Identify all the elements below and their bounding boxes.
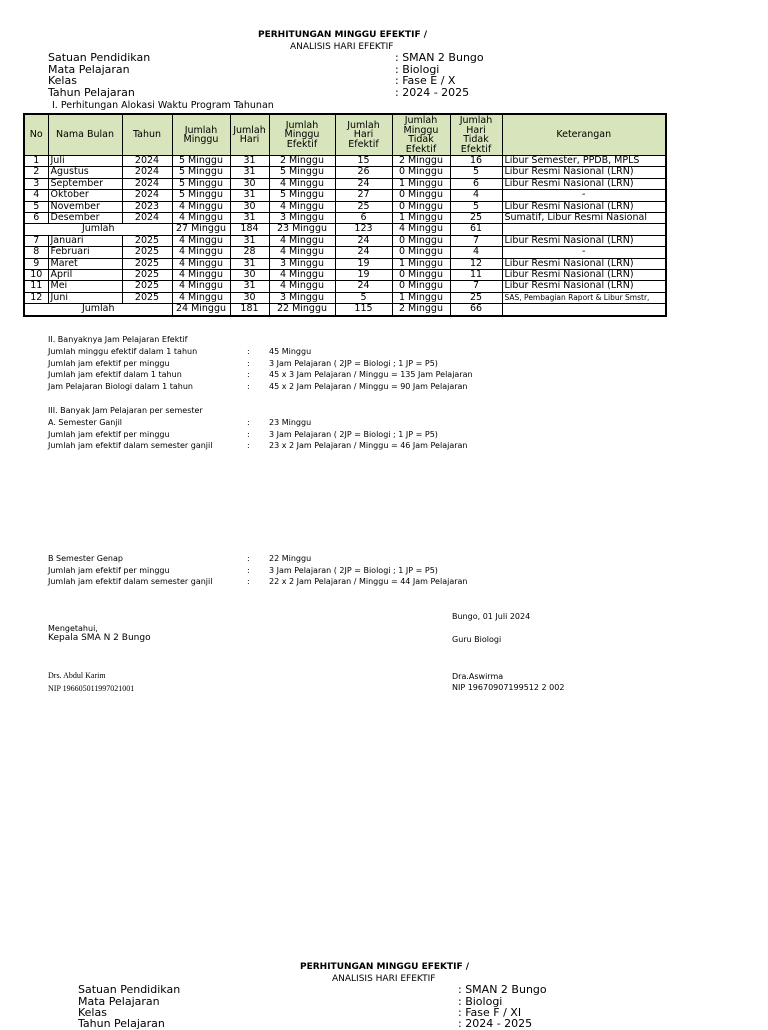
row-jumlah-hari: 30 (230, 292, 269, 303)
header-keterangan: Keterangan (502, 114, 666, 156)
table-row (24, 190, 666, 201)
total-jme: 22 Minggu (269, 304, 335, 316)
row-minggu-efektif: 3 Minggu (269, 292, 335, 303)
sec3b-label: Jumlah jam efektif dalam semester ganjil (48, 577, 213, 586)
sec3a-label: A. Semester Ganjil (48, 418, 123, 427)
row-hari-efektif: 24 (335, 281, 392, 292)
row-jumlah-hari: 31 (230, 235, 269, 246)
row-minggu-efektif: 5 Minggu (269, 190, 335, 201)
row-bulan: Agustus (48, 167, 122, 178)
row-jumlah-minggu: 5 Minggu (172, 156, 230, 167)
row-keterangan: Sumatif, Libur Resmi Nasional (502, 213, 666, 224)
row-minggu-tidak-efektif: 0 Minggu (392, 281, 450, 292)
table-row (24, 270, 666, 281)
sec2-value: 3 Jam Pelajaran ( 2JP = Biologi ; 1 JP = P5) (269, 358, 438, 368)
row-tahun: 2024 (122, 213, 172, 224)
sign-right-nip: NIP 19670907199512 2 002 (452, 683, 565, 692)
row-minggu-efektif: 4 Minggu (269, 281, 335, 292)
total-jmte: 2 Minggu (392, 304, 450, 316)
sec3b-colon: : (247, 554, 250, 563)
row-no: 9 (24, 258, 48, 269)
row-hari-tidak-efektif: 5 (450, 167, 502, 178)
row-minggu-efektif: 4 Minggu (269, 235, 335, 246)
row-jumlah-minggu: 5 Minggu (172, 178, 230, 189)
table-row (24, 281, 666, 292)
row-no: 5 (24, 201, 48, 212)
page2-meta-label-tahun: Tahun Pelajaran (78, 1017, 165, 1030)
row-hari-tidak-efektif: 25 (450, 292, 502, 303)
row-jumlah-minggu: 5 Minggu (172, 167, 230, 178)
meta-label-tahun: Tahun Pelajaran (48, 85, 135, 99)
table-total-row (24, 304, 666, 316)
sign-left-nip: NIP 196605011997021001 (48, 684, 135, 693)
table-row (24, 292, 666, 303)
total-jh: 184 (230, 224, 269, 235)
header-jumlah-minggu: Jumlah Minggu (172, 114, 230, 156)
row-bulan: Juli (48, 156, 122, 167)
sec3a-colon: : (247, 418, 250, 427)
header-hari-efektif: Jumlah Hari Efektif (335, 114, 392, 156)
row-hari-efektif: 6 (335, 213, 392, 224)
row-minggu-tidak-efektif: 0 Minggu (392, 190, 450, 201)
sec3a-colon: : (247, 441, 250, 450)
row-jumlah-hari: 28 (230, 247, 269, 258)
row-minggu-efektif: 4 Minggu (269, 247, 335, 258)
total-jhte: 66 (450, 304, 502, 316)
sign-right-name: Dra.Aswirma (452, 672, 504, 681)
sec2-label: Jam Pelajaran Biologi dalam 1 tahun (48, 381, 194, 391)
row-minggu-efektif: 3 Minggu (269, 258, 335, 269)
row-jumlah-minggu: 4 Minggu (172, 213, 230, 224)
sec3a-value: 3 Jam Pelajaran ( 2JP = Biologi ; 1 JP = P5) (269, 429, 438, 439)
row-no: 6 (24, 213, 48, 224)
header-tahun: Tahun (122, 114, 172, 156)
row-hari-efektif: 15 (335, 156, 392, 167)
table-row (24, 258, 666, 269)
sec3b-value: 3 Jam Pelajaran ( 2JP = Biologi ; 1 JP = P5) (269, 565, 438, 575)
page2-meta-label-satuan: Satuan Pendidikan (78, 983, 181, 996)
row-jumlah-minggu: 4 Minggu (172, 292, 230, 303)
table-header-row (24, 114, 666, 156)
section-1-heading: I. Perhitungan Alokasi Waktu Program Tahunan (52, 100, 274, 111)
row-hari-tidak-efektif: 7 (450, 235, 502, 246)
row-minggu-tidak-efektif: 1 Minggu (392, 178, 450, 189)
header-jumlah-hari: Jumlah Hari (230, 114, 269, 156)
meta-value-kelas: : Fase E / X (395, 74, 456, 87)
sec3a-label: Jumlah jam efektif dalam semester ganjil (48, 441, 213, 450)
row-minggu-efektif: 2 Minggu (269, 156, 335, 167)
row-tahun: 2024 (122, 190, 172, 201)
row-jumlah-minggu: 5 Minggu (172, 190, 230, 201)
row-hari-tidak-efektif: 11 (450, 270, 502, 281)
row-minggu-efektif: 4 Minggu (269, 201, 335, 212)
row-no: 10 (24, 270, 48, 281)
row-bulan: Oktober (48, 190, 122, 201)
table-row (24, 235, 666, 246)
total-jm: 27 Minggu (172, 224, 230, 235)
table-total-row (24, 224, 666, 235)
row-hari-efektif: 24 (335, 178, 392, 189)
total-jhe: 123 (335, 224, 392, 235)
row-keterangan: Libur Resmi Nasional (LRN) (502, 281, 666, 292)
row-bulan: Juni (48, 292, 122, 303)
row-no: 8 (24, 247, 48, 258)
page2-meta-value-kelas: : Fase F / XI (458, 1006, 522, 1019)
row-bulan: September (48, 178, 122, 189)
row-hari-efektif: 5 (335, 292, 392, 303)
row-keterangan: - (502, 247, 666, 258)
row-jumlah-hari: 30 (230, 178, 269, 189)
row-jumlah-hari: 31 (230, 156, 269, 167)
row-jumlah-hari: 31 (230, 167, 269, 178)
row-keterangan: Libur Resmi Nasional (LRN) (502, 178, 666, 189)
sec2-colon: : (247, 347, 250, 356)
row-keterangan: Libur Semester, PPDB, MPLS (502, 156, 666, 167)
row-tahun: 2025 (122, 235, 172, 246)
total-jmte: 4 Minggu (392, 224, 450, 235)
row-no: 7 (24, 235, 48, 246)
header-no: No (24, 114, 48, 156)
meta-value-tahun: : 2024 - 2025 (395, 85, 470, 99)
total-keterangan-empty (502, 304, 666, 316)
row-bulan: November (48, 201, 122, 212)
sec2-colon: : (247, 381, 250, 391)
row-keterangan: Libur Resmi Nasional (LRN) (502, 235, 666, 246)
row-hari-efektif: 24 (335, 235, 392, 246)
sec3b-label: Jumlah jam efektif per minggu (48, 565, 170, 575)
effective-weeks-table (23, 113, 667, 317)
sign-left-line1: Mengetahui, (48, 624, 98, 633)
row-hari-efektif: 25 (335, 201, 392, 212)
page-title: PERHITUNGAN MINGGU EFEKTIF / (258, 30, 428, 40)
meta-label-kelas: Kelas (48, 74, 77, 87)
row-keterangan: Libur Resmi Nasional (LRN) (502, 167, 666, 178)
table-row (24, 213, 666, 224)
row-keterangan: - (502, 190, 666, 201)
row-bulan: Februari (48, 247, 122, 258)
row-no: 4 (24, 190, 48, 201)
meta-label-mapel: Mata Pelajaran (48, 62, 130, 76)
sec3a-label: Jumlah jam efektif per minggu (48, 429, 170, 439)
section-3-heading: III. Banyak Jam Pelajaran per semester (48, 406, 203, 415)
row-bulan: Maret (48, 258, 122, 269)
total-label: Jumlah (24, 224, 172, 235)
page2-meta-value-mapel: : Biologi (458, 994, 503, 1008)
row-jumlah-minggu: 4 Minggu (172, 235, 230, 246)
total-jhte: 61 (450, 224, 502, 235)
row-keterangan: Libur Resmi Nasional (LRN) (502, 270, 666, 281)
total-jme: 23 Minggu (269, 224, 335, 235)
row-keterangan: Libur Resmi Nasional (LRN) (502, 258, 666, 269)
table-row (24, 247, 666, 258)
table-row (24, 201, 666, 212)
total-jm: 24 Minggu (172, 304, 230, 316)
row-jumlah-hari: 31 (230, 281, 269, 292)
table-row (24, 156, 666, 167)
row-jumlah-minggu: 4 Minggu (172, 247, 230, 258)
row-hari-tidak-efektif: 5 (450, 201, 502, 212)
row-minggu-tidak-efektif: 0 Minggu (392, 201, 450, 212)
header-nama-bulan: Nama Bulan (48, 114, 122, 156)
row-hari-tidak-efektif: 4 (450, 247, 502, 258)
row-jumlah-hari: 30 (230, 201, 269, 212)
row-hari-tidak-efektif: 4 (450, 190, 502, 201)
page2-meta-value-tahun: : 2024 - 2025 (458, 1017, 533, 1030)
row-hari-tidak-efektif: 12 (450, 258, 502, 269)
row-no: 1 (24, 156, 48, 167)
row-minggu-efektif: 3 Minggu (269, 213, 335, 224)
sign-left-name: Drs. Abdul Karim (48, 671, 106, 680)
row-hari-tidak-efektif: 7 (450, 281, 502, 292)
row-tahun: 2023 (122, 201, 172, 212)
row-tahun: 2025 (122, 270, 172, 281)
row-minggu-efektif: 5 Minggu (269, 167, 335, 178)
row-jumlah-minggu: 4 Minggu (172, 281, 230, 292)
sec2-value: 45 x 2 Jam Pelajaran / Minggu = 90 Jam Pelajaran (269, 381, 468, 391)
row-hari-efektif: 19 (335, 258, 392, 269)
sec3a-colon: : (247, 429, 250, 439)
sec2-label: Jumlah jam efektif dalam 1 tahun (48, 370, 182, 379)
sec2-label: Jumlah minggu efektif dalam 1 tahun (48, 347, 198, 356)
row-minggu-tidak-efektif: 0 Minggu (392, 235, 450, 246)
row-keterangan: SAS, Pembagian Raport & Libur Smstr, (502, 292, 666, 303)
row-jumlah-hari: 31 (230, 190, 269, 201)
sec3b-label: B Semester Genap (48, 554, 123, 563)
row-jumlah-hari: 31 (230, 213, 269, 224)
sec2-label: Jumlah jam efektif per minggu (48, 358, 170, 368)
row-minggu-tidak-efektif: 2 Minggu (392, 156, 450, 167)
row-hari-efektif: 26 (335, 167, 392, 178)
row-minggu-tidak-efektif: 1 Minggu (392, 258, 450, 269)
row-minggu-tidak-efektif: 0 Minggu (392, 270, 450, 281)
page2-subtitle: ANALISIS HARI EFEKTIF (332, 974, 436, 984)
sec3b-value: 22 x 2 Jam Pelajaran / Minggu = 44 Jam Pelajaran (269, 577, 468, 586)
page2-meta-label-kelas: Kelas (78, 1006, 107, 1019)
row-hari-efektif: 27 (335, 190, 392, 201)
place-date: Bungo, 01 Juli 2024 (452, 612, 531, 621)
sec3b-colon: : (247, 577, 250, 586)
row-bulan: April (48, 270, 122, 281)
row-jumlah-hari: 31 (230, 258, 269, 269)
total-jhe: 115 (335, 304, 392, 316)
row-tahun: 2024 (122, 167, 172, 178)
total-jh: 181 (230, 304, 269, 316)
row-minggu-tidak-efektif: 1 Minggu (392, 213, 450, 224)
row-minggu-efektif: 4 Minggu (269, 270, 335, 281)
row-hari-tidak-efektif: 16 (450, 156, 502, 167)
row-no: 12 (24, 292, 48, 303)
sec2-colon: : (247, 370, 250, 379)
row-bulan: Desember (48, 213, 122, 224)
row-minggu-tidak-efektif: 1 Minggu (392, 292, 450, 303)
sec3a-value: 23 Minggu (269, 418, 312, 427)
header-hari-tidak-efektif: Jumlah Hari Tidak Efektif (450, 114, 502, 156)
row-hari-tidak-efektif: 25 (450, 213, 502, 224)
row-bulan: Januari (48, 235, 122, 246)
sec2-colon: : (247, 358, 250, 368)
row-minggu-tidak-efektif: 0 Minggu (392, 167, 450, 178)
row-bulan: Mei (48, 281, 122, 292)
row-no: 11 (24, 281, 48, 292)
meta-value-satuan: : SMAN 2 Bungo (395, 51, 484, 64)
row-jumlah-minggu: 4 Minggu (172, 201, 230, 212)
row-minggu-tidak-efektif: 0 Minggu (392, 247, 450, 258)
page-subtitle: ANALISIS HARI EFEKTIF (290, 42, 394, 52)
meta-value-mapel: : Biologi (395, 62, 440, 76)
row-hari-tidak-efektif: 6 (450, 178, 502, 189)
header-minggu-efektif: Jumlah Minggu Efektif (269, 114, 335, 156)
page2-meta-label-mapel: Mata Pelajaran (78, 994, 160, 1008)
row-tahun: 2025 (122, 247, 172, 258)
sec3b-value: 22 Minggu (269, 554, 312, 563)
sign-left-line2: Kepala SMA N 2 Bungo (48, 633, 151, 643)
table-row (24, 178, 666, 189)
row-hari-efektif: 24 (335, 247, 392, 258)
total-keterangan-empty (502, 224, 666, 235)
section-2-heading: II. Banyaknya Jam Pelajaran Efektif (48, 335, 188, 344)
row-no: 2 (24, 167, 48, 178)
row-tahun: 2025 (122, 292, 172, 303)
row-tahun: 2025 (122, 281, 172, 292)
row-minggu-efektif: 4 Minggu (269, 178, 335, 189)
row-tahun: 2025 (122, 258, 172, 269)
page2-meta-value-satuan: : SMAN 2 Bungo (458, 983, 547, 996)
sign-right-role: Guru Biologi (452, 635, 502, 644)
meta-label-satuan: Satuan Pendidikan (48, 51, 151, 64)
row-jumlah-minggu: 4 Minggu (172, 270, 230, 281)
sec3a-value: 23 x 2 Jam Pelajaran / Minggu = 46 Jam Pelajaran (269, 441, 468, 450)
sec2-value: 45 x 3 Jam Pelajaran / Minggu = 135 Jam Pelajaran (269, 370, 473, 379)
header-minggu-tidak-efektif: Jumlah Minggu Tidak Efektif (392, 114, 450, 156)
table-row (24, 167, 666, 178)
row-jumlah-minggu: 4 Minggu (172, 258, 230, 269)
row-keterangan: Libur Resmi Nasional (LRN) (502, 201, 666, 212)
page2-title: PERHITUNGAN MINGGU EFEKTIF / (300, 962, 470, 972)
row-tahun: 2024 (122, 156, 172, 167)
row-hari-efektif: 19 (335, 270, 392, 281)
total-label: Jumlah (24, 304, 172, 316)
sec3b-colon: : (247, 565, 250, 575)
sec2-value: 45 Minggu (269, 347, 312, 356)
row-jumlah-hari: 30 (230, 270, 269, 281)
row-tahun: 2024 (122, 178, 172, 189)
row-no: 3 (24, 178, 48, 189)
